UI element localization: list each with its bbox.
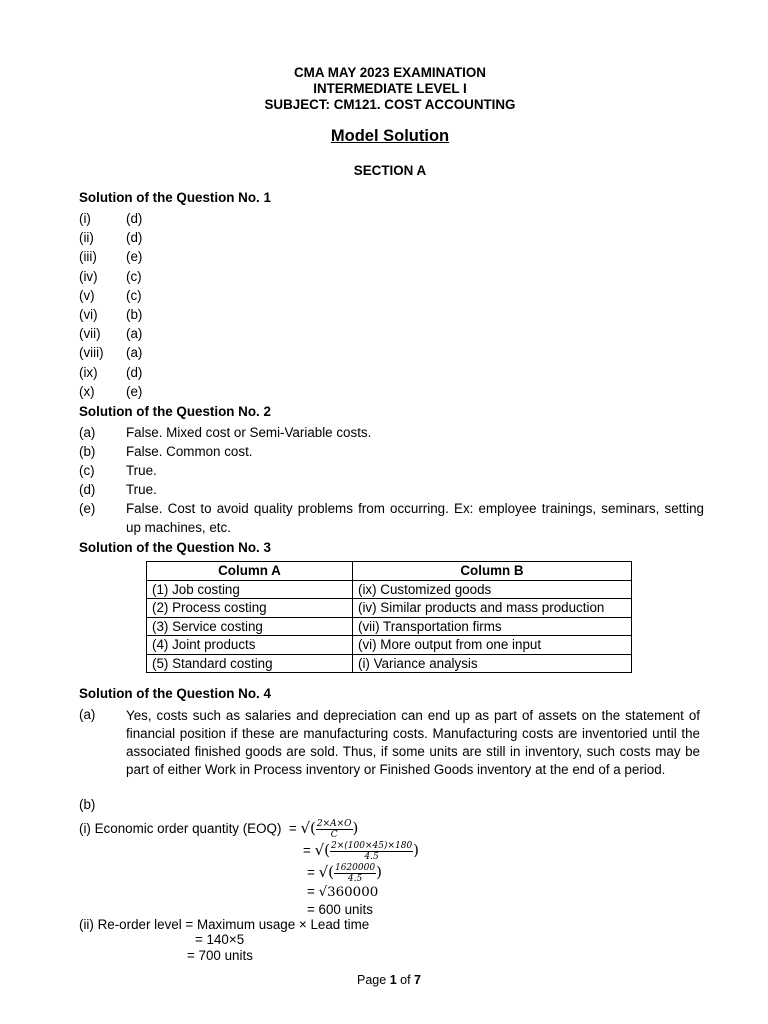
item-answer: False. Mixed cost or Semi-Variable costs.: [126, 425, 372, 440]
table-row: [147, 617, 632, 636]
model-solution-title: Model Solution: [330, 127, 450, 145]
item-number: (iv): [79, 268, 98, 284]
page-number: Page 1 of 7: [357, 973, 421, 987]
column-a-header: Column A: [147, 562, 353, 581]
item-answer: (e): [126, 383, 143, 399]
column-b-cell: (vi) More output from one input: [353, 636, 632, 655]
item-number: (v): [79, 287, 95, 303]
item-answer: False. Common cost.: [126, 444, 253, 459]
column-a-cell: (2) Process costing: [147, 599, 353, 618]
item-number: (ix): [79, 364, 98, 380]
item-answer: (a): [126, 326, 143, 342]
item-answer: (a): [126, 345, 143, 361]
q4-heading: Solution of the Question No. 4: [79, 686, 271, 701]
item-letter: (a): [79, 425, 96, 440]
eoq-line-4: = √360000: [307, 884, 379, 900]
item-answer: True.: [126, 463, 157, 478]
eoq-line-2: = √( $\frac{2\times(100\times 45)\times 180}{4.5}$ ): [303, 841, 420, 862]
item-answer: (d): [126, 230, 143, 246]
column-b-cell: (iv) Similar products and mass production: [353, 599, 632, 618]
eoq-result: = 600 units: [307, 902, 373, 917]
item-answer: (c): [126, 287, 142, 303]
q3-heading: Solution of the Question No. 3: [79, 540, 271, 555]
eoq-formula-fraction: $\frac{2\times A\times O}{C}$: [316, 819, 352, 840]
item-number: (viii): [79, 345, 104, 361]
q2-heading: Solution of the Question No. 2: [79, 404, 271, 419]
eoq-label: (i) Economic order quantity (EOQ): [79, 821, 282, 837]
exam-title: CMA MAY 2023 EXAMINATION: [294, 65, 486, 80]
column-b-header: Column B: [353, 562, 632, 581]
sqrt-icon: √(: [314, 841, 330, 860]
sqrt-icon: √: [318, 885, 328, 900]
column-b-cell: (ix) Customized goods: [353, 580, 632, 599]
eoq-sqrt-value: 360000: [327, 885, 379, 900]
item-answer: True.: [126, 482, 157, 497]
item-answer: False. Cost to avoid quality problems from occurring. Ex: employee trainings, seminars, setting up machines, etc.: [126, 501, 704, 535]
eoq-line-1: (i) Economic order quantity (EOQ) = √( $\frac{2\times A\times O}{C}$ ): [79, 819, 359, 840]
item-letter: (d): [79, 482, 96, 497]
item-letter: (e): [79, 501, 96, 516]
item-number: (vi): [79, 307, 98, 322]
q4-b-label: (b): [79, 797, 96, 812]
item-number: (x): [79, 383, 95, 399]
section-a-heading: SECTION A: [353, 163, 427, 178]
column-a-cell: (4) Joint products: [147, 636, 353, 655]
table-row: [147, 580, 632, 599]
sqrt-icon: √(: [300, 819, 316, 838]
table-header-row: [147, 562, 632, 581]
item-letter: (b): [79, 444, 96, 459]
eoq-simplified-fraction: $\frac{1620000}{4.5}$: [334, 863, 376, 884]
item-answer: (e): [126, 249, 143, 265]
exam-subject: SUBJECT: CM121. COST ACCOUNTING: [264, 97, 516, 112]
table-row: [147, 636, 632, 655]
q1-heading: Solution of the Question No. 1: [79, 190, 271, 205]
item-number: (i): [79, 211, 91, 226]
item-number: (vii): [79, 326, 101, 342]
column-a-cell: (1) Job costing: [147, 580, 353, 599]
item-number: (iii): [79, 249, 97, 265]
column-b-cell: (vii) Transportation firms: [353, 617, 632, 636]
column-a-cell: (3) Service costing: [147, 617, 353, 636]
q4-a-text: Yes, costs such as salaries and depreciation can end up as part of assets on the statement of financial position if these are manufacturing costs. Manufacturing costs are inventoried until the associated finished goods are sold. Thus, if some units are still in inventory, such costs may be part of either Work in Process inventory or Finished Goods inventory at the end of a period.: [126, 708, 700, 777]
column-b-cell: (i) Variance analysis: [353, 654, 632, 673]
sqrt-icon: √(: [318, 863, 334, 882]
q3-matching-table: [146, 561, 632, 673]
item-answer: (b): [126, 307, 143, 322]
q4-a-label: (a): [79, 707, 96, 722]
table-row: [147, 599, 632, 618]
q3-table-body: [147, 580, 632, 673]
eoq-substitution-fraction: $\frac{2\times(100\times 45)\times 180}{4.5}$: [330, 841, 413, 862]
eoq-line-3: = √( $\frac{1620000}{4.5}$ ): [307, 863, 382, 884]
column-a-cell: (5) Standard costing: [147, 654, 353, 673]
item-number: (ii): [79, 230, 94, 246]
exam-level: INTERMEDIATE LEVEL I: [313, 81, 467, 96]
item-letter: (c): [79, 463, 95, 478]
rol-step: = 140×5: [195, 932, 245, 947]
rol-label: (ii) Re-order level = Maximum usage × Lead time: [79, 917, 370, 932]
item-answer: (c): [126, 268, 142, 284]
item-answer: (d): [126, 364, 143, 380]
table-row: [147, 654, 632, 673]
item-answer: (d): [126, 211, 143, 226]
rol-result: = 700 units: [187, 948, 253, 963]
